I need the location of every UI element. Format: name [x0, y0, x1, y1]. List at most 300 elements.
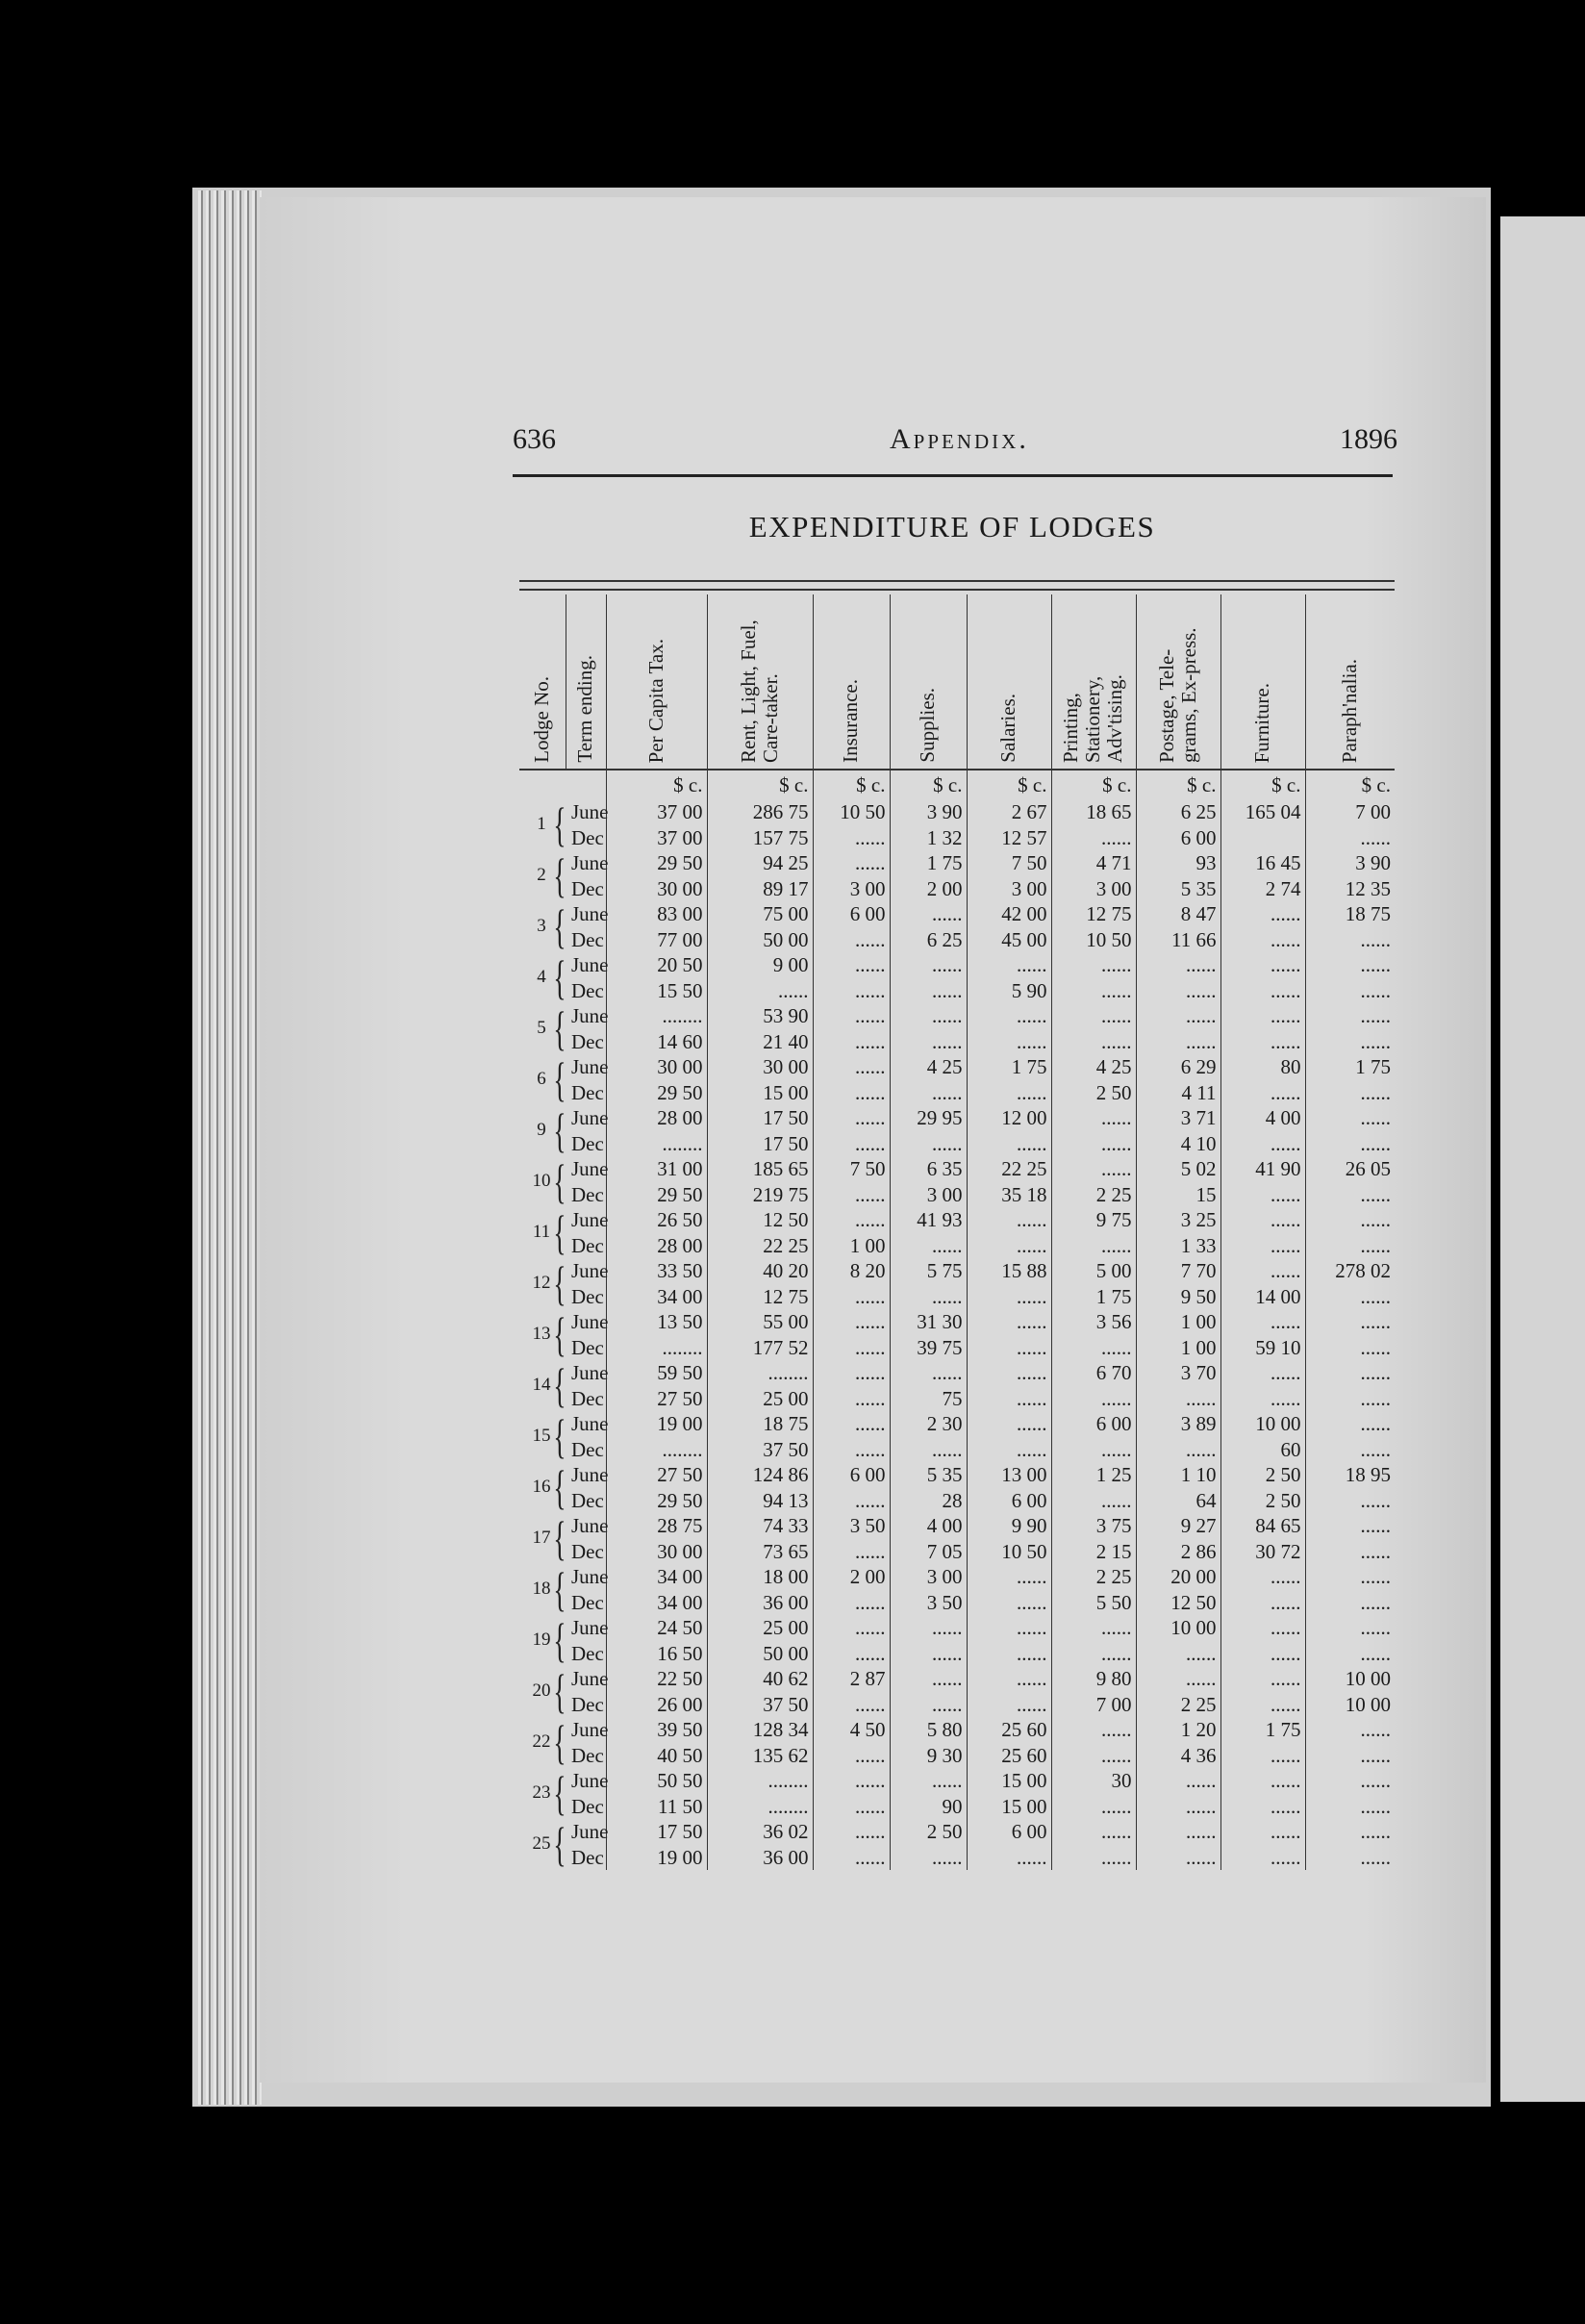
term-cell: June [566, 1462, 606, 1488]
amount-cell: ...... [1051, 1105, 1136, 1131]
table-row [519, 1692, 1395, 1718]
amount-cell: 29 50 [606, 1488, 707, 1514]
amount-cell: 94 13 [707, 1488, 813, 1514]
amount-cell: 30 [1051, 1768, 1136, 1794]
amount-cell: 12 75 [707, 1284, 813, 1310]
amount-cell: 3 50 [890, 1590, 967, 1616]
amount-cell: ...... [1136, 1437, 1220, 1463]
amount-cell: 1 10 [1136, 1462, 1220, 1488]
amount-cell: ...... [1360, 1514, 1391, 1537]
amount-cell: ...... [890, 1080, 967, 1106]
lodge-number-label: 18 [532, 1579, 551, 1600]
amount-cell: 185 65 [707, 1156, 813, 1182]
term-cell: June [566, 799, 606, 825]
amount-cell: 2 50 [1051, 1080, 1136, 1106]
amount-cell: ...... [1360, 1284, 1391, 1308]
amount-cell: ...... [813, 1003, 890, 1029]
table-row [519, 1411, 1395, 1437]
term-cell: Dec [566, 1080, 606, 1106]
amount-cell: 20 00 [1136, 1564, 1220, 1590]
amount-cell: ...... [813, 1029, 890, 1055]
term-cell: June [566, 1258, 606, 1284]
amount-cell: ...... [890, 978, 967, 1004]
amount-cell: ...... [813, 978, 890, 1004]
amount-cell: ...... [1136, 1029, 1220, 1055]
amount-cell: 6 00 [1051, 1411, 1136, 1437]
lodge-number [519, 1462, 566, 1513]
amount-cell: 3 90 [1355, 851, 1391, 874]
amount-cell: 19 00 [606, 1411, 707, 1437]
amount-cell: ...... [813, 1335, 890, 1361]
term-cell: June [566, 952, 606, 978]
amount-cell: 2 25 [1051, 1182, 1136, 1208]
table-top-rule [519, 580, 1395, 582]
term-cell: Dec [566, 1131, 606, 1157]
amount-cell: 286 75 [707, 799, 813, 825]
amount-cell: ...... [1220, 1360, 1305, 1386]
table-row [519, 1258, 1395, 1284]
amount-cell: 3 50 [813, 1513, 890, 1539]
unit-cell [566, 770, 606, 799]
table-row [519, 1488, 1395, 1514]
brace-glyph: { [553, 1103, 566, 1157]
amount-cell: ...... [1220, 1258, 1305, 1284]
lodge-number-label: 3 [537, 916, 546, 937]
amount-cell: 13 50 [606, 1309, 707, 1335]
amount-cell: ...... [1360, 1718, 1391, 1741]
amount-cell: 15 00 [967, 1794, 1051, 1820]
term-cell: June [566, 1207, 606, 1233]
lodge-number [519, 1360, 566, 1411]
lodge-number-label: 10 [532, 1171, 551, 1192]
table-row [519, 1437, 1395, 1463]
amount-cell: ...... [1220, 1615, 1305, 1641]
amount-cell: ...... [967, 1131, 1051, 1157]
amount-cell: ...... [1220, 1641, 1305, 1667]
lodge-number-label: 2 [537, 865, 546, 886]
amount-cell: ...... [890, 1692, 967, 1718]
amount-cell: ...... [1360, 1412, 1391, 1435]
amount-cell: 40 20 [707, 1258, 813, 1284]
amount-cell: ...... [1220, 1743, 1305, 1769]
amount-cell: ........ [606, 1437, 707, 1463]
amount-cell: 34 00 [606, 1284, 707, 1310]
amount-cell: 29 50 [606, 1080, 707, 1106]
column-header [1220, 594, 1305, 770]
amount-cell: ...... [890, 901, 967, 927]
term-cell: June [566, 1717, 606, 1743]
column-header [813, 594, 890, 770]
amount-cell: ...... [813, 1641, 890, 1667]
column-header [1051, 594, 1136, 770]
amount-cell: ...... [967, 1845, 1051, 1871]
term-cell: June [566, 1054, 606, 1080]
amount-cell: 6 00 [967, 1819, 1051, 1845]
amount-cell: 10 50 [967, 1539, 1051, 1565]
amount-cell: ...... [967, 1335, 1051, 1361]
amount-cell: 5 75 [890, 1258, 967, 1284]
amount-cell: 89 17 [707, 876, 813, 902]
column-header-label: Lodge No. [530, 676, 554, 763]
amount-cell: 2 50 [1220, 1488, 1305, 1514]
amount-cell: 25 00 [707, 1615, 813, 1641]
amount-cell: 2 25 [1051, 1564, 1136, 1590]
lodge-number [519, 1666, 566, 1717]
term-cell: Dec [566, 1692, 606, 1718]
amount-cell: ...... [813, 1819, 890, 1845]
table-row [519, 1182, 1395, 1208]
column-header-label: Printing, Stationery, Adv'tising. [1059, 674, 1127, 763]
amount-cell: 41 90 [1220, 1156, 1305, 1182]
amount-cell: ...... [967, 1641, 1051, 1667]
amount-cell: 3 00 [967, 876, 1051, 902]
amount-cell: 37 00 [606, 799, 707, 825]
lodge-number [519, 901, 566, 952]
table-body [519, 770, 1395, 1870]
table-row [519, 1335, 1395, 1361]
amount-cell: 1 33 [1136, 1233, 1220, 1259]
unit-cell: $ c. [1051, 770, 1136, 799]
amount-cell: ...... [813, 1309, 890, 1335]
term-cell: June [566, 1411, 606, 1437]
amount-cell: ........ [707, 1768, 813, 1794]
amount-cell: ...... [967, 1564, 1051, 1590]
amount-cell: ...... [1360, 1131, 1391, 1155]
lodge-number [519, 850, 566, 901]
column-header-label: Salaries. [996, 694, 1020, 763]
amount-cell: 11 50 [606, 1794, 707, 1820]
amount-cell: ...... [967, 1666, 1051, 1692]
amount-cell: ...... [1220, 1819, 1305, 1845]
amount-cell: ...... [890, 1615, 967, 1641]
amount-cell: ...... [890, 1233, 967, 1259]
lodge-number-label: 6 [537, 1069, 546, 1090]
amount-cell: ...... [1220, 1666, 1305, 1692]
amount-cell: 10 00 [1220, 1411, 1305, 1437]
brace-glyph: { [553, 797, 566, 851]
term-cell: June [566, 1819, 606, 1845]
term-cell: June [566, 1666, 606, 1692]
amount-cell: ...... [1220, 1692, 1305, 1718]
amount-cell: 278 02 [1335, 1259, 1391, 1282]
amount-cell: ...... [1051, 1488, 1136, 1514]
amount-cell: 28 00 [606, 1105, 707, 1131]
table-row [519, 1054, 1395, 1080]
column-header-label: Insurance. [839, 679, 863, 763]
amount-cell: ...... [1051, 1717, 1136, 1743]
amount-cell: 77 00 [606, 927, 707, 953]
amount-cell: ...... [1220, 1003, 1305, 1029]
amount-cell: ...... [967, 1411, 1051, 1437]
lodge-number-label: 9 [537, 1120, 546, 1141]
amount-cell: 60 [1220, 1437, 1305, 1463]
amount-cell: ...... [813, 825, 890, 851]
amount-cell: ...... [1051, 1641, 1136, 1667]
column-header-label: Postage, Tele-grams, Ex-press. [1154, 627, 1200, 763]
amount-cell: 6 00 [813, 1462, 890, 1488]
term-cell: Dec [566, 876, 606, 902]
lodge-number-label: 17 [532, 1528, 551, 1549]
amount-cell: 165 04 [1220, 799, 1305, 825]
amount-cell: 17 50 [707, 1131, 813, 1157]
term-cell: June [566, 1513, 606, 1539]
amount-cell: 157 75 [707, 825, 813, 851]
amount-cell: 2 00 [890, 876, 967, 902]
amount-cell: ...... [1051, 952, 1136, 978]
amount-cell: ...... [1051, 1029, 1136, 1055]
amount-cell: ...... [967, 1386, 1051, 1412]
amount-cell: 22 25 [707, 1233, 813, 1259]
amount-cell: ...... [813, 1845, 890, 1871]
amount-cell: 37 50 [707, 1692, 813, 1718]
table-row [519, 850, 1395, 876]
table-row [519, 1003, 1395, 1029]
amount-cell: ...... [1360, 1310, 1391, 1333]
amount-cell: ...... [1220, 1029, 1305, 1055]
amount-cell: 21 40 [707, 1029, 813, 1055]
table-row [519, 1462, 1395, 1488]
term-cell: June [566, 1615, 606, 1641]
amount-cell: 10 00 [1345, 1692, 1391, 1716]
term-cell: Dec [566, 1386, 606, 1412]
lodge-number [519, 1615, 566, 1666]
amount-cell: 15 00 [707, 1080, 813, 1106]
amount-cell: 24 50 [606, 1615, 707, 1641]
amount-cell: 177 52 [707, 1335, 813, 1361]
amount-cell: 26 00 [606, 1692, 707, 1718]
amount-cell: 1 00 [1136, 1309, 1220, 1335]
amount-cell: 10 00 [1136, 1615, 1220, 1641]
table-row [519, 1768, 1395, 1794]
amount-cell: ...... [1360, 1004, 1391, 1027]
amount-cell: ...... [1360, 1106, 1391, 1129]
amount-cell: 18 65 [1051, 799, 1136, 825]
lodge-number [519, 1309, 566, 1360]
lodge-number-label: 16 [532, 1477, 551, 1498]
amount-cell: 3 25 [1136, 1207, 1220, 1233]
amount-cell: ...... [1051, 825, 1136, 851]
amount-cell: ...... [707, 978, 813, 1004]
amount-cell: ...... [890, 1029, 967, 1055]
amount-cell: 4 00 [1220, 1105, 1305, 1131]
amount-cell: ........ [606, 1131, 707, 1157]
amount-cell: 6 00 [967, 1488, 1051, 1514]
amount-cell: 42 00 [967, 901, 1051, 927]
unit-cell [519, 770, 566, 799]
amount-cell: ...... [813, 1794, 890, 1820]
amount-cell: ...... [1136, 1845, 1220, 1871]
amount-cell: ...... [1136, 978, 1220, 1004]
amount-cell: ...... [967, 1003, 1051, 1029]
amount-cell: 1 75 [1220, 1717, 1305, 1743]
amount-cell: ...... [1360, 1208, 1391, 1231]
amount-cell: 9 27 [1136, 1513, 1220, 1539]
amount-cell: ...... [967, 1692, 1051, 1718]
amount-cell: 30 00 [707, 1054, 813, 1080]
table-row [519, 1743, 1395, 1769]
amount-cell: ...... [813, 1768, 890, 1794]
amount-cell: 6 70 [1051, 1360, 1136, 1386]
amount-cell: 9 75 [1051, 1207, 1136, 1233]
brace-glyph: { [553, 1460, 566, 1514]
table-top-rule-2 [519, 589, 1395, 591]
amount-cell: 2 86 [1136, 1539, 1220, 1565]
amount-cell: ...... [967, 1309, 1051, 1335]
amount-cell: 3 00 [890, 1564, 967, 1590]
amount-cell: ...... [813, 1539, 890, 1565]
column-header [967, 594, 1051, 770]
amount-cell: ...... [890, 1437, 967, 1463]
brace-glyph: { [553, 1205, 566, 1259]
amount-cell: 83 00 [606, 901, 707, 927]
amount-cell: 93 [1136, 850, 1220, 876]
amount-cell: 39 50 [606, 1717, 707, 1743]
amount-cell: 5 90 [967, 978, 1051, 1004]
table-row [519, 1819, 1395, 1845]
amount-cell: 27 50 [606, 1386, 707, 1412]
brace-glyph: { [553, 1358, 566, 1412]
unit-cell: $ c. [606, 770, 707, 799]
amount-cell: 50 00 [707, 927, 813, 953]
term-cell: Dec [566, 1590, 606, 1616]
amount-cell: 5 80 [890, 1717, 967, 1743]
amount-cell: 18 00 [707, 1564, 813, 1590]
lodge-number-label: 22 [532, 1731, 551, 1753]
amount-cell: ...... [1360, 1539, 1391, 1563]
term-cell: Dec [566, 1284, 606, 1310]
amount-cell: ...... [890, 952, 967, 978]
term-cell: Dec [566, 1794, 606, 1820]
brace-glyph: { [553, 1256, 566, 1310]
amount-cell: ...... [813, 1207, 890, 1233]
amount-cell: ...... [890, 1641, 967, 1667]
amount-cell: ...... [813, 1105, 890, 1131]
amount-cell: 9 30 [890, 1743, 967, 1769]
column-header-label: Rent, Light, Fuel, Care-taker. [736, 619, 782, 763]
brace-glyph: { [553, 1664, 566, 1718]
lodge-number [519, 1207, 566, 1258]
amount-cell: 13 00 [967, 1462, 1051, 1488]
amount-cell: 2 87 [813, 1666, 890, 1692]
amount-cell: 1 25 [1051, 1462, 1136, 1488]
amount-cell: 41 93 [890, 1207, 967, 1233]
amount-cell: 28 00 [606, 1233, 707, 1259]
lodge-number-label: 11 [532, 1222, 551, 1243]
amount-cell: 6 00 [1136, 825, 1220, 851]
amount-cell: 31 00 [606, 1156, 707, 1182]
amount-cell: ...... [890, 1003, 967, 1029]
amount-cell: 4 10 [1136, 1131, 1220, 1157]
amount-cell: 12 50 [1136, 1590, 1220, 1616]
lodge-number [519, 1003, 566, 1054]
amount-cell: 30 00 [606, 1054, 707, 1080]
amount-cell: 18 75 [707, 1411, 813, 1437]
amount-cell: ...... [1360, 1794, 1391, 1818]
amount-cell: 18 95 [1345, 1463, 1391, 1486]
amount-cell: 6 25 [1136, 799, 1220, 825]
amount-cell: ...... [1360, 1590, 1391, 1614]
amount-cell: 59 50 [606, 1360, 707, 1386]
amount-cell: 1 75 [1355, 1055, 1391, 1078]
amount-cell: 16 45 [1220, 850, 1305, 876]
amount-cell: 2 74 [1220, 876, 1305, 902]
brace-glyph: { [553, 848, 566, 902]
amount-cell: ...... [1360, 978, 1391, 1002]
amount-cell: ...... [967, 1080, 1051, 1106]
term-cell: Dec [566, 1182, 606, 1208]
amount-cell: ...... [1051, 1615, 1136, 1641]
table-row [519, 1131, 1395, 1157]
amount-cell: 2 30 [890, 1411, 967, 1437]
amount-cell: 9 50 [1136, 1284, 1220, 1310]
amount-cell: ...... [1220, 1233, 1305, 1259]
amount-cell: 73 65 [707, 1539, 813, 1565]
amount-cell: ...... [1360, 927, 1391, 951]
amount-cell: ...... [1360, 825, 1391, 849]
amount-cell: ...... [1220, 978, 1305, 1004]
amount-cell: 12 00 [967, 1105, 1051, 1131]
amount-cell: 1 00 [813, 1233, 890, 1259]
amount-cell: 7 50 [813, 1156, 890, 1182]
amount-cell: 3 90 [890, 799, 967, 825]
amount-cell: 135 62 [707, 1743, 813, 1769]
amount-cell: ...... [967, 1590, 1051, 1616]
amount-cell: ...... [1360, 1437, 1391, 1461]
lodge-number [519, 1819, 566, 1870]
amount-cell: 40 50 [606, 1743, 707, 1769]
amount-cell: ...... [1051, 1233, 1136, 1259]
table-row [519, 1156, 1395, 1182]
lodge-number-label: 5 [537, 1018, 546, 1039]
amount-cell: ...... [1220, 1207, 1305, 1233]
column-header-label: Term ending. [573, 655, 597, 763]
amount-cell: 11 66 [1136, 927, 1220, 953]
brace-glyph: { [553, 1154, 566, 1208]
amount-cell: 124 86 [707, 1462, 813, 1488]
amount-cell: 4 50 [813, 1717, 890, 1743]
amount-cell: 30 00 [606, 1539, 707, 1565]
column-header [1305, 594, 1395, 770]
amount-cell: 20 50 [606, 952, 707, 978]
amount-cell: 5 35 [1136, 876, 1220, 902]
amount-cell: 1 75 [967, 1054, 1051, 1080]
term-cell: June [566, 1768, 606, 1794]
header-row [519, 594, 1395, 770]
running-head: Appendix. [890, 423, 1029, 455]
table-row [519, 1717, 1395, 1743]
brace-glyph: { [553, 1817, 566, 1871]
amount-cell: 7 05 [890, 1539, 967, 1565]
column-header [566, 594, 606, 770]
amount-cell: 1 75 [1051, 1284, 1136, 1310]
amount-cell: ...... [890, 1131, 967, 1157]
table-row [519, 1590, 1395, 1616]
amount-cell: 25 60 [967, 1717, 1051, 1743]
amount-cell: 9 00 [707, 952, 813, 978]
term-cell: Dec [566, 1233, 606, 1259]
term-cell: Dec [566, 978, 606, 1004]
term-cell: Dec [566, 1335, 606, 1361]
amount-cell: 29 95 [890, 1105, 967, 1131]
lodge-number-label: 20 [532, 1680, 551, 1702]
amount-cell: ...... [1220, 1590, 1305, 1616]
lodge-number [519, 1258, 566, 1309]
amount-cell: 12 75 [1051, 901, 1136, 927]
amount-cell: 90 [890, 1794, 967, 1820]
brace-glyph: { [553, 1052, 566, 1106]
amount-cell: 3 75 [1051, 1513, 1136, 1539]
term-cell: Dec [566, 1029, 606, 1055]
